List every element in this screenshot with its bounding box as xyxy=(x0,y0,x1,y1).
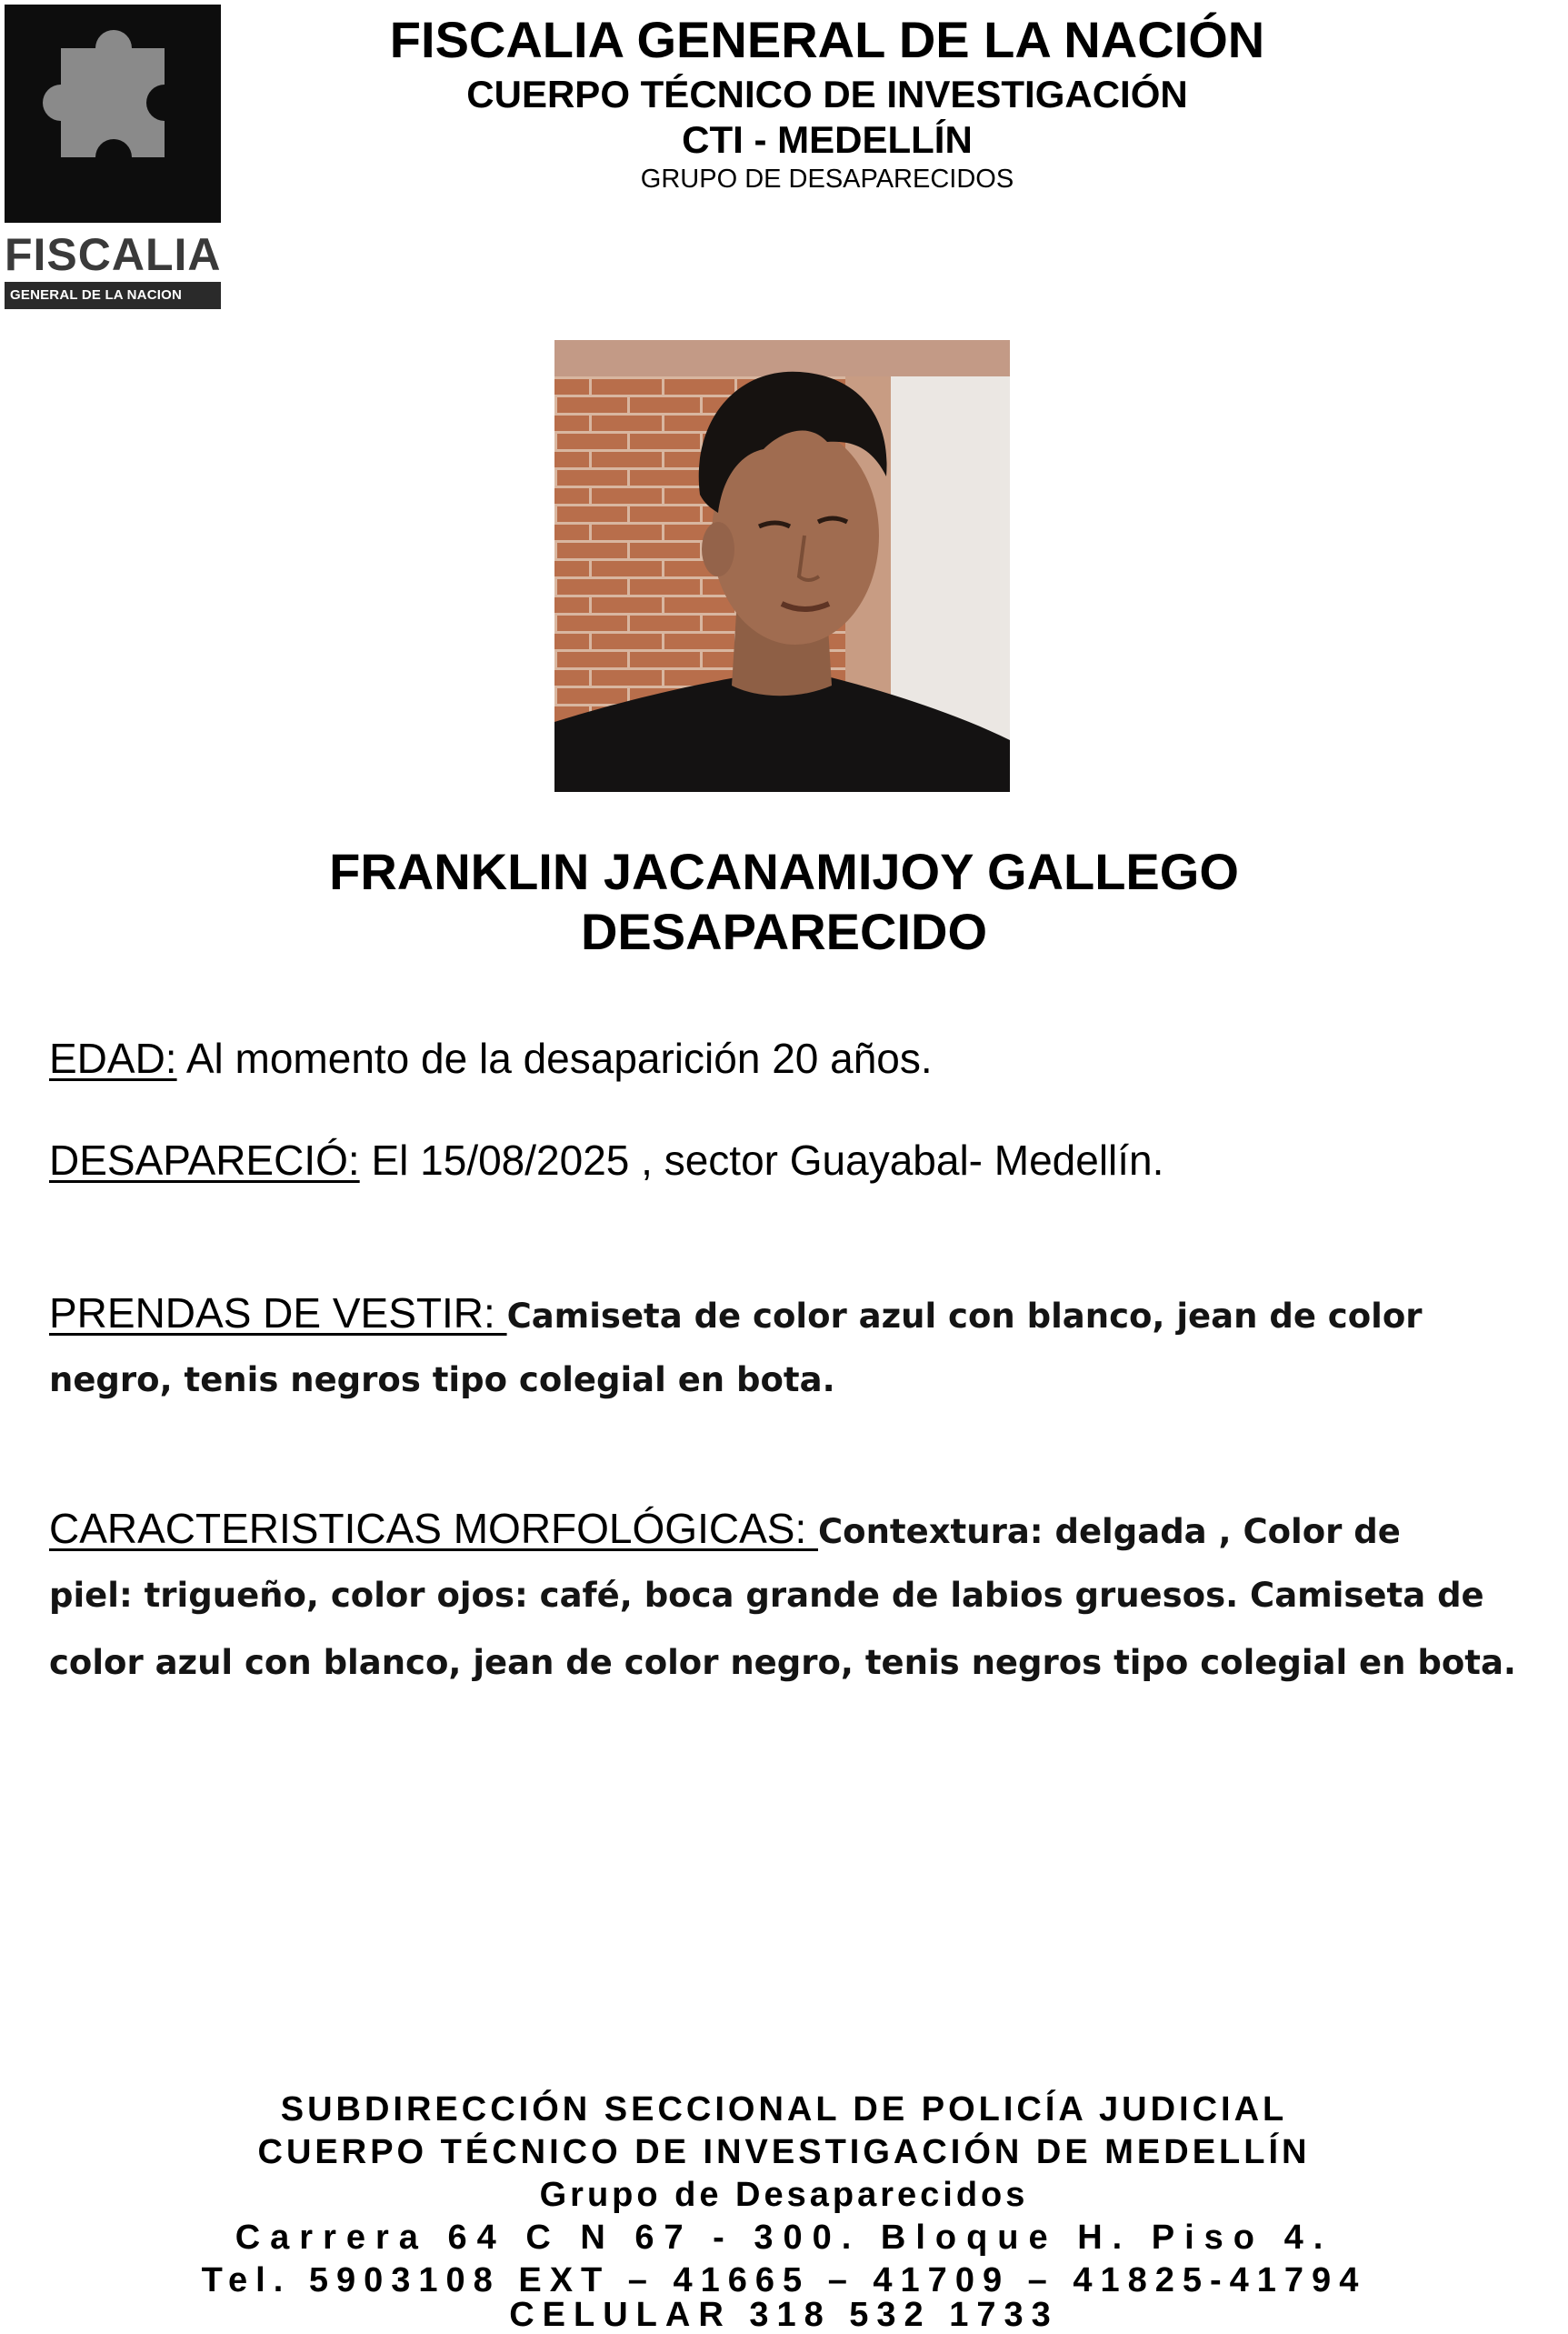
footer-department: CUERPO TÉCNICO DE INVESTIGACIÓN DE MEDELLÍN xyxy=(257,2133,1311,2171)
morphology-line-3: color azul con blanco, jean de color negro, tenis negros tipo colegial en bota. xyxy=(49,1643,1516,1682)
person-name: FRANKLIN JACANAMIJOY GALLEGO xyxy=(329,843,1239,900)
header-group: GRUPO DE DESAPARECIDOS xyxy=(640,165,1014,194)
logo-wordmark: FISCALIA xyxy=(5,229,222,280)
morphology-line-2: piel: trigueño, color ojos: café, boca grande de labios gruesos. Camiseta de xyxy=(49,1576,1484,1615)
puzzle-piece-icon xyxy=(5,5,221,223)
clothing-field xyxy=(49,1279,1522,1414)
age-label: EDAD: xyxy=(49,1035,177,1082)
footer-address: Carrera 64 C N 67 - 300. Bloque H. Piso 4. xyxy=(235,2219,1333,2257)
person-status: DESAPARECIDO xyxy=(580,903,987,960)
logo-subtitle: GENERAL DE LA NACION xyxy=(10,287,183,303)
header-agency-title: FISCALIA GENERAL DE LA NACIÓN xyxy=(389,11,1265,68)
clothing-line-1: Camiseta de color azul con blanco, jean de color xyxy=(506,1297,1423,1336)
header-city: CTI - MEDELLÍN xyxy=(682,118,973,161)
disappeared-field xyxy=(49,1136,1522,1185)
footer-phone: Tel. 5903108 EXT – 41665 – 41709 – 41825-41794 xyxy=(201,2261,1367,2299)
morphology-label: CARACTERISTICAS MORFOLÓGICAS xyxy=(49,1505,795,1552)
footer-subdirection: SUBDIRECCIÓN SECCIONAL DE POLICÍA JUDICIAL xyxy=(280,2090,1288,2129)
age-value: Al momento de la desaparición 20 años. xyxy=(176,1035,933,1082)
header-department: CUERPO TÉCNICO DE INVESTIGACIÓN xyxy=(466,73,1188,115)
clothing-line-2: negro, tenis negros tipo colegial en bota. xyxy=(49,1360,835,1399)
age-field xyxy=(49,1034,1522,1083)
morphology-colon: : xyxy=(794,1505,818,1552)
portrait-image xyxy=(554,340,1010,792)
clothing-label: PRENDAS DE VESTIR: xyxy=(49,1289,507,1337)
disappeared-value: El 15/08/2025 , sector Guayabal- Medellín. xyxy=(359,1137,1164,1184)
fiscalia-logo xyxy=(5,5,221,309)
footer-group: Grupo de Desaparecidos xyxy=(539,2176,1029,2214)
missing-person-photo xyxy=(554,340,1010,792)
footer-mobile: CELULAR 318 532 1733 xyxy=(509,2296,1059,2334)
disappeared-label: DESAPARECIÓ: xyxy=(49,1137,360,1184)
morphology-field xyxy=(49,1495,1522,1697)
morphology-line-1: Contextura: delgada , Color de xyxy=(818,1512,1401,1551)
